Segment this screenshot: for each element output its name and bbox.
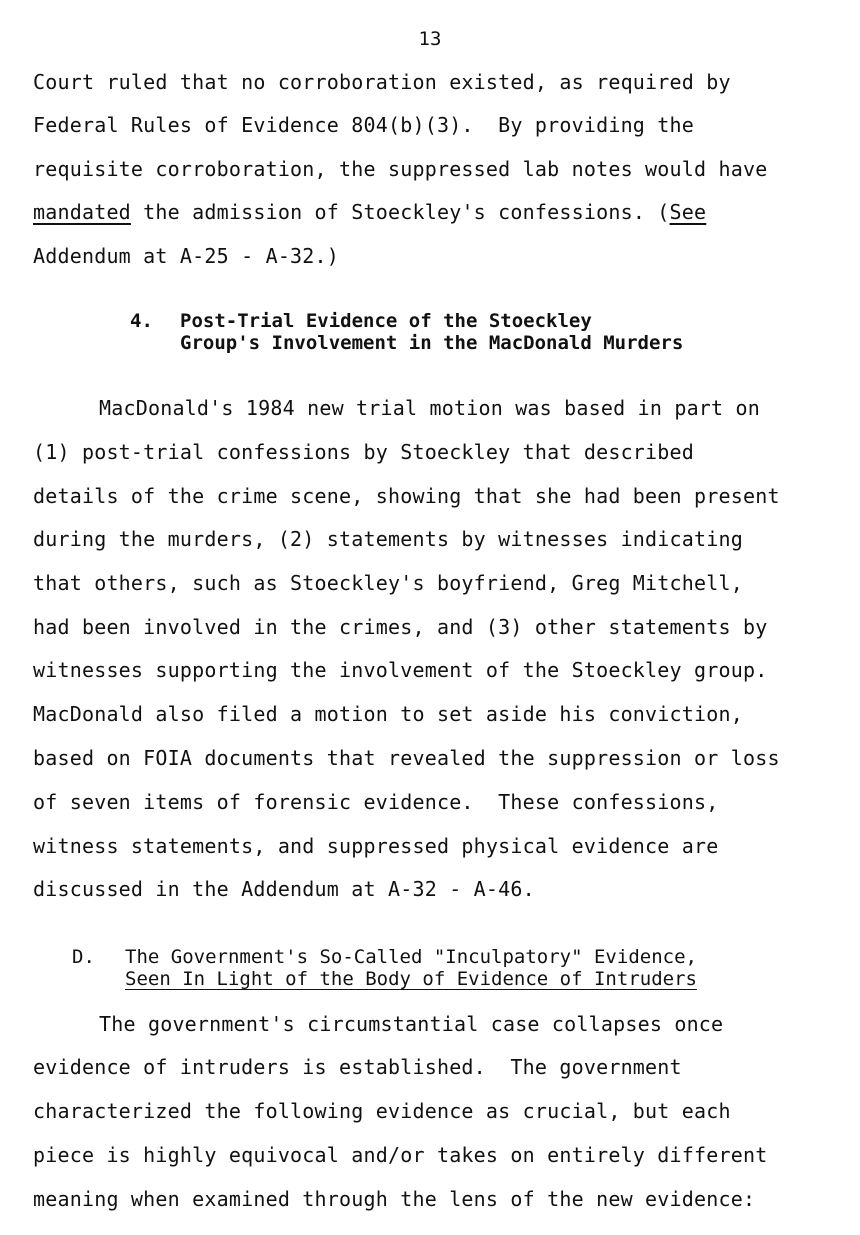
paragraph-1-line-3: requisite corroboration, the suppressed lab notes would have (33, 157, 768, 181)
paragraph-2-line-10: of seven items of forensic evidence. These confessions, (33, 790, 719, 814)
page-number: 13 (418, 28, 442, 50)
paragraph-2-line-7: witnesses supporting the involvement of the Stoeckley group. (33, 658, 768, 682)
paragraph-1-line-1: Court ruled that no corroboration existed, as required by (33, 70, 731, 94)
paragraph-2-line-8: MacDonald also filed a motion to set aside his conviction, (33, 702, 743, 726)
paragraph-3-line-4: piece is highly equivocal and/or takes on entirely different (33, 1143, 768, 1167)
section-4-title-line-1: Post-Trial Evidence of the Stoeckley (180, 310, 592, 332)
paragraph-3-line-1: The government's circumstantial case collapses once (99, 1012, 724, 1036)
paragraph-2-line-5: that others, such as Stoeckley's boyfriend, Greg Mitchell, (33, 571, 743, 595)
paragraph-3-line-2: evidence of intruders is established. The government (33, 1055, 682, 1079)
paragraph-2-line-9: based on FOIA documents that revealed the suppression or loss (33, 746, 780, 770)
paragraph-3-line-3: characterized the following evidence as crucial, but each (33, 1099, 731, 1123)
section-4-number: 4. (130, 310, 153, 332)
paragraph-2-line-2: (1) post-trial confessions by Stoeckley that described (33, 440, 695, 464)
section-4-title-line-2: Group's Involvement in the MacDonald Murders (180, 332, 684, 354)
paragraph-2-line-11: witness statements, and suppressed physical evidence are (33, 834, 719, 858)
paragraph-2-line-3: details of the crime scene, showing that she had been present (33, 484, 780, 508)
section-d-title-line-1: The Government's So-Called "Inculpatory" Evidence, (125, 946, 697, 968)
paragraph-2-line-6: had been involved in the crimes, and (3) other statements by (33, 615, 768, 639)
paragraph-1-line-4-text: the admission of Stoeckley's confessions. ( (130, 200, 670, 224)
section-d-title-line-2: Seen In Light of the Body of Evidence of Intruders (125, 968, 697, 990)
paragraph-1-line-4 (33, 200, 706, 224)
paragraph-2-line-12: discussed in the Addendum at A-32 - A-46. (33, 877, 535, 901)
emphasis-mandated: mandated (33, 200, 131, 224)
citation-see: See (669, 200, 707, 224)
paragraph-1-line-5: Addendum at A-25 - A-32.) (33, 244, 340, 268)
paragraph-2-line-4: during the murders, (2) statements by witnesses indicating (33, 527, 743, 551)
paragraph-3-line-5: meaning when examined through the lens of the new evidence: (33, 1187, 756, 1211)
paragraph-2-line-1: MacDonald's 1984 new trial motion was based in part on (99, 396, 761, 420)
section-d-letter: D. (72, 946, 95, 968)
paragraph-1-line-2: Federal Rules of Evidence 804(b)(3). By providing the (33, 113, 695, 137)
